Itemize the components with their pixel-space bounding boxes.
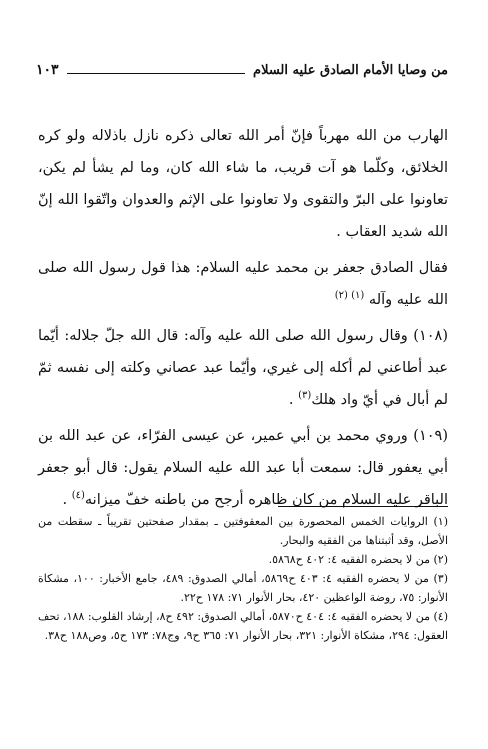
paragraph-3: (١٠٨) وقال رسول الله صلى الله عليه وآله: قال الله جلّ جلاله: أيّما عبد أطاعني لم أكله إلى غيري، وأيّما عبد عصاني وكلته إلى نفسه ثمّ لم أبال في أيّ واد هلك$^{(٣)}$ . bbox=[38, 328, 448, 408]
paragraph-3-text: (١٠٨) وقال رسول الله صلى الله عليه وآله: قال الله جلّ جلاله: أيّما عبد أطاعني لم أكله إلى غيري، وأيّما عبد عصاني وكلته إلى نفسه ثمّ لم أبال في أيّ واد هلك bbox=[38, 328, 448, 408]
paragraph-4-text: (١٠٩) وروي محمد بن أبي عمير، عن عيسى الفرّاء، عن عبد الله بن أبي يعفور قال: سمعت أبا عبد الله عليه السلام يقول: قال أبو جعفر الباقر عليه السلام من كان ظاهره أرجح من باطنه خفّ ميزانه bbox=[38, 428, 448, 508]
footnote-ref: (١) (٢) bbox=[334, 290, 365, 302]
footnote-4: (٤) من لا يحضره الفقيه ٤: ٤٠٤ ح٥٨٧٠، أمالي الصدوق: ٤٩٢ ح٨، إرشاد القلوب: ١٨٨، تحف العقول: ٢٩٤، مشكاة الأنوار: ٣٢١، بحار الأنوار ٧١: ٣٦٥ ح٩، وج٧٨: ١٧٣ ح٥، وص١٨٨ ح٣٨. bbox=[38, 610, 448, 642]
header-rule bbox=[67, 73, 245, 74]
page-header bbox=[36, 58, 448, 82]
running-title: من وصايا الأمام الصادق عليه السلام bbox=[253, 62, 448, 78]
footnote-2: (٢) من لا يحضره الفقيه ٤: ٤٠٢ ح٥٨٦٨. bbox=[268, 553, 448, 566]
footnote-3: (٣) من لا يحضره الفقيه ٤: ٤٠٣ ح٥٨٦٩، أمالي الصدوق: ٤٨٩، جامع الأخبار: ١٠٠، مشكاة الأنوار: ٧٥، روضة الواعظين ٤٢٠، بحار الأنوار ٧١: ١٧٨ ح٢٢. bbox=[38, 572, 448, 604]
page-number: ١٠٣ bbox=[36, 62, 59, 78]
footnote-1: (١) الروايات الخمس المحصورة بين المعقوفتين ـ بمقدار صفحتين تقريباً ـ سقطت من الأصل، وقد أثبتناها من الفقيه والبحار. bbox=[38, 515, 448, 547]
paragraph-2-text: فقال الصادق جعفر بن محمد عليه السلام: هذا قول رسول الله صلى الله عليه وآله bbox=[38, 260, 448, 308]
footnote-ref: (٣) bbox=[298, 390, 312, 402]
main-text bbox=[38, 120, 448, 520]
footnote-separator bbox=[278, 506, 448, 507]
footnote-ref: (٤) bbox=[71, 490, 85, 502]
paragraph-4: (١٠٩) وروي محمد بن أبي عمير، عن عيسى الفرّاء، عن عبد الله بن أبي يعفور قال: سمعت أبا عبد الله عليه السلام يقول: قال أبو جعفر الباقر عليه السلام من كان ظاهره أرجح من باطنه خفّ ميزانه$^{(٤)}$ . bbox=[38, 428, 448, 508]
paragraph-1: الهارب من الله مهرباً فإنّ أمر الله تعالى ذكره نازل باذلاله ولو كره الخلائق، وكلّما هو آت قريب، ما شاء الله كان، وما لم يشأ لم يكن، تعاونوا على البرّ والتقوى ولا تعاونوا على الإثم والعدوان واتّقوا الله إنّ الله شديد العقاب . bbox=[38, 128, 448, 240]
paragraph-2 bbox=[38, 252, 448, 316]
footnotes bbox=[38, 512, 448, 645]
